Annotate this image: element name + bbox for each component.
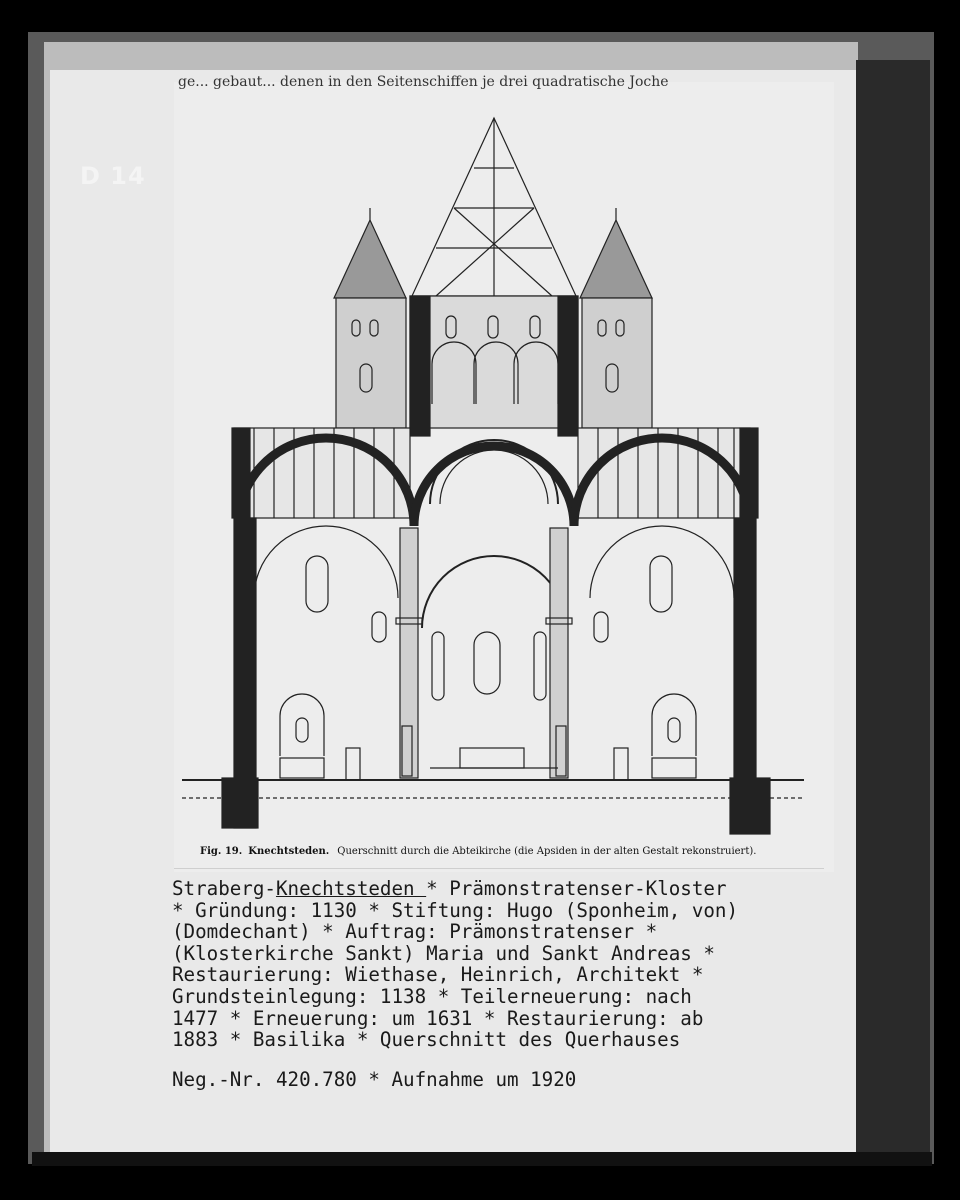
figure-caption-text: Querschnitt durch die Abteikirche (die Apsiden in der alten Gestalt rekonstruiert). xyxy=(337,846,757,857)
record-line3: (Domdechant) * Auftrag: Prämonstratenser * xyxy=(172,920,658,944)
record-line1-prefix: Straberg- xyxy=(172,877,276,900)
record-line2: * Gründung: 1130 * Stiftung: Hugo (Sponheim, von) xyxy=(172,898,739,922)
record-line5: Restaurierung: Wiethase, Heinrich, Architekt * xyxy=(172,963,704,987)
cross-section-drawing xyxy=(174,108,814,848)
bottom-edge xyxy=(32,1152,932,1166)
negative-number: Neg.-Nr. 420.780 * Aufnahme um 1920 xyxy=(172,1068,577,1091)
plate-header-text: ge... gebaut... denen in den Seitenschiffen je drei quadratische Joche xyxy=(178,74,669,90)
figure-caption xyxy=(200,846,756,857)
record-line8: 1883 * Basilika * Querschnitt des Querhauses xyxy=(172,1028,681,1052)
card-shadow xyxy=(856,60,930,1160)
record-line1-rest: * Prämonstratenser-Kloster xyxy=(426,877,727,900)
record-line4: (Klosterkirche Sankt) Maria und Sankt Andreas * xyxy=(172,941,715,965)
record-place-underlined: Knechtsteden xyxy=(275,877,427,900)
card-divider xyxy=(174,868,824,869)
record-line6: Grundsteinlegung: 1138 * Teilerneuerung: nach xyxy=(172,984,692,1008)
record-text xyxy=(172,878,832,1051)
figure-place: Knechtsteden. xyxy=(248,846,330,857)
card-label: D 14 xyxy=(80,162,146,190)
record-line7: 1477 * Erneuerung: um 1631 * Restaurierung: ab xyxy=(172,1006,704,1030)
figure-number: Fig. 19. xyxy=(200,846,243,857)
